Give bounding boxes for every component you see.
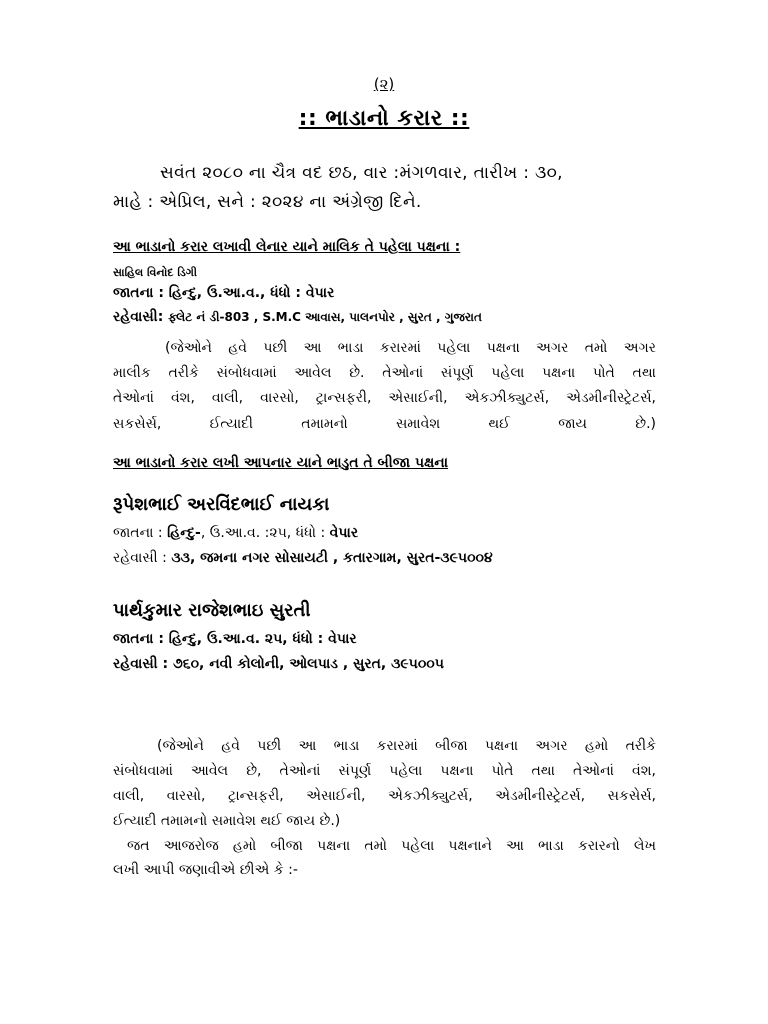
first-party-caste bbox=[113, 285, 334, 301]
caste-value: , ઉ.આ.વ. :૨૫, ધંધો : bbox=[200, 525, 330, 541]
first-party-clause-line-2: માલીક તરીકે સંબોધવામાં આવેલ છે. તેઓનાં સંપૂર્ણ પહેલા પક્ષના પોતે તથા bbox=[113, 365, 656, 381]
tenant-1-address bbox=[113, 550, 493, 566]
caste-value-bold: હિન્દુ- bbox=[167, 525, 201, 541]
address-value: ૭૬૦, નવી કોલોની, ઓલપાડ , સુરત, ૩૯૫૦૦૫ bbox=[173, 656, 444, 672]
occupation: વેપાર bbox=[329, 525, 359, 541]
first-party-clause-line-1: (જેઓને હવે પછી આ ભાડા કરારમાં પહેલા પક્ષના અગર તમો અગર bbox=[165, 340, 656, 356]
address-label: રહેવાસી : bbox=[113, 656, 174, 672]
intro-line-2: માહે : એપ્રિલ, સને : ૨૦૨૪ ના અંગ્રેજી દિને. bbox=[113, 192, 422, 212]
caste-value: હિન્દુ, ઉ.આ.વ. ૨૫, ધંધો : વેપાર bbox=[168, 631, 357, 647]
address-value: ફ્લેટ નં ડી-803 , S.M.C આવાસ, પાલનપોર , સુરત , ગુજરાત bbox=[168, 310, 482, 324]
address-label: રહેવાસી: bbox=[113, 309, 169, 325]
second-party-heading: આ ભાડાનો કરાર લખી આપનાર યાને ભાડુત તે બીજા પક્ષના bbox=[113, 455, 449, 471]
intro-line-1: સવંત ૨૦૮૦ ના ચૈત્ર વદ છઠ, વાર :મંગળવાર, તારીખ : ૩૦, bbox=[160, 163, 563, 183]
address-label: રહેવાસી : bbox=[113, 550, 172, 566]
closing-line-2: લખી આપી જણાવીએ છીએ કે :- bbox=[113, 862, 298, 878]
second-party-clause-line-2: સંબોધવામાં આવેલ છે, તેઓનાં સંપૂર્ણ પહેલા પક્ષના પોતે તથા તેઓનાં વંશ, bbox=[113, 763, 656, 779]
tenant-1-caste bbox=[113, 525, 358, 541]
caste-label: જાતના : bbox=[113, 631, 169, 647]
address-value: ૩૩, જમના નગર સોસાયટી , કતારગામ, સુરત-૩૯૫૦૦૪ bbox=[171, 550, 493, 566]
second-party-clause-line-3: વાલી, વારસો, ટ્રાન્સફરી, એસાઈની, એકઝીક્યુટર્સ, એડમીનીસ્ટ્રેટર્સ, સકસેર્સ, bbox=[113, 788, 656, 804]
tenant-1-name: રૂપેશભાઈ અરવિંદભાઈ નાયકા bbox=[113, 494, 330, 515]
tenant-2-name: પાર્થકુમાર રાજેશભાઇ સુરતી bbox=[113, 600, 311, 621]
second-party-clause-line-1: (જેઓને હવે પછી આ ભાડા કરારમાં બીજા પક્ષના અગર હમો તરીકે bbox=[157, 738, 656, 754]
first-party-address bbox=[113, 309, 482, 325]
second-party-clause-line-4: ઈત્યાદી તમામનો સમાવેશ થઈ જાય છે.) bbox=[113, 813, 341, 829]
caste-value: હિન્દુ, ઉ.આ.વ., ધંધો : વેપાર bbox=[168, 285, 335, 301]
page-number: (૨) bbox=[373, 75, 395, 93]
first-party-name: સાહિલ વિનોદ ડિગી bbox=[113, 266, 198, 279]
tenant-2-address bbox=[113, 656, 444, 672]
first-party-heading: આ ભાડાનો કરાર લખાવી લેનાર યાને માલિક તે પહેલા પક્ષના : bbox=[113, 239, 461, 255]
caste-label: જાતના : bbox=[113, 285, 169, 301]
closing-line-1: જત આજરોજ હમો બીજા પક્ષના તમો પહેલા પક્ષનાને આ ભાડા કરારનો લેખ bbox=[127, 838, 656, 854]
tenant-2-caste bbox=[113, 631, 357, 647]
document-title: :: ભાડાનો કરાર :: bbox=[298, 106, 470, 131]
first-party-clause-line-4: સકસેર્સ, ઈત્યાદી તમામનો સમાવેશ થઈ જાય છે.) bbox=[113, 416, 656, 432]
first-party-clause-line-3: તેઓનાં વંશ, વાલી, વારસો, ટ્રાન્સફરી, એસાઈની, એકઝીક્યુટર્સ, એડમીનીસ્ટ્રેટર્સ, bbox=[113, 390, 656, 406]
caste-label: જાતના : bbox=[113, 525, 168, 541]
